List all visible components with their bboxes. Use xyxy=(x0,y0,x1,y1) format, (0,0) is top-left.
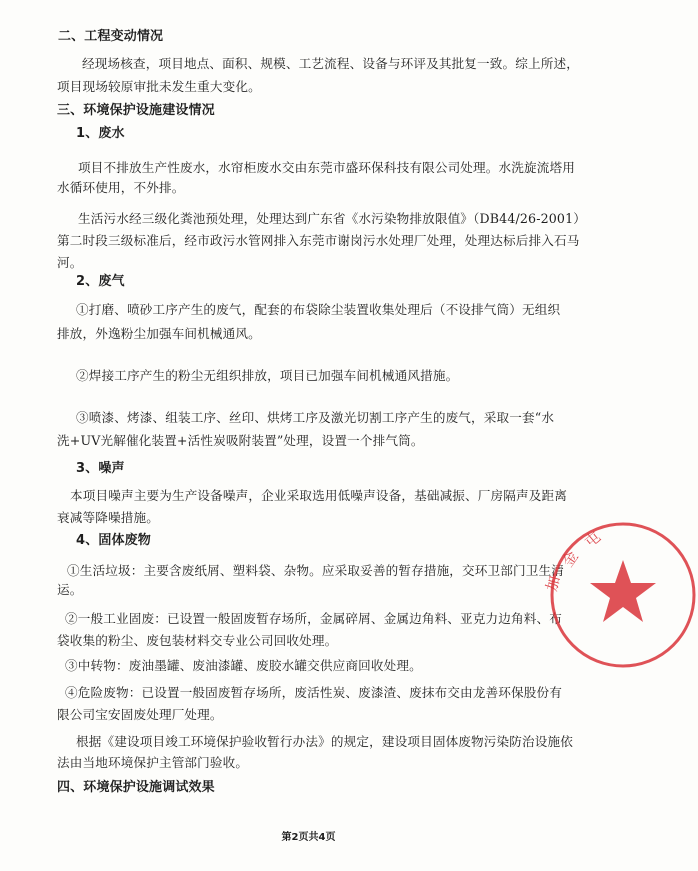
paragraph-line: 第二时段三级标准后，经市政污水管网排入东莞市谢岗污水处理厂处理，处理达标后排入石马 xyxy=(57,233,580,248)
svg-text:屯: 屯 xyxy=(581,527,605,552)
list-item-continuation: 袋收集的粉尘、废包装材料交专业公司回收处理。 xyxy=(57,633,338,648)
paragraph-line: 本项目噪声主要为生产设备噪声，企业采取选用低噪声设备，基础减振、厂房隔声及距离 xyxy=(70,488,568,503)
paragraph-line: 根据《建设项目竣工环境保护验收暂行办法》的规定，建设项目固体废物污染防治设施依 xyxy=(76,734,574,749)
subheading-noise: 3、噪声 xyxy=(76,461,125,476)
subheading-solid-waste: 4、固体废物 xyxy=(76,533,151,548)
section-heading-env-facilities: 三、环境保护设施建设情况 xyxy=(57,103,215,118)
list-item: ③喷漆、烤漆、组装工序、丝印、烘烤工序及激光切割工序产生的废气，采取一套“水 xyxy=(76,410,555,425)
company-seal-stamp xyxy=(542,520,698,670)
paragraph-line: 生活污水经三级化粪池预处理，处理达到广东省《水污染物排放限值》（DB44/26-2001） xyxy=(78,211,586,226)
list-item: ④危险废物：已设置一般固废暂存场所，废活性炭、废漆渣、废抹布交由龙善环保股份有 xyxy=(65,685,563,700)
list-item: ②焊接工序产生的粉尘无组织排放，项目已加强车间机械通风措施。 xyxy=(76,368,459,383)
paragraph-line: 项目不排放生产性废水，水帘柜废水交由东莞市盛环保科技有限公司处理。水洗旋流塔用 xyxy=(78,160,576,175)
paragraph-line: 法由当地环境保护主管部门验收。 xyxy=(57,755,249,770)
subheading-waste-gas: 2、废气 xyxy=(76,274,125,289)
svg-text:加: 加 xyxy=(542,573,564,594)
page-number: 第2页共4页 xyxy=(281,832,336,843)
section-heading-commissioning-results: 四、环境保护设施调试效果 xyxy=(57,780,215,795)
list-item: ①打磨、喷砂工序产生的废气，配套的布袋除尘装置收集处理后（不设排气筒）无组织 xyxy=(76,302,561,317)
paragraph-line: 河。 xyxy=(57,255,83,270)
list-item-continuation: 排放，外逸粉尘加强车间机械通风。 xyxy=(57,326,261,341)
list-item: ②一般工业固废：已设置一般固废暂存场所，金属碎屑、金属边角料、亚克力边角料、布 xyxy=(65,611,563,626)
svg-text:金: 金 xyxy=(558,547,582,571)
paragraph-line: 水循环使用，不外排。 xyxy=(57,180,185,195)
list-item-continuation: 洗+UV光解催化装置+活性炭吸附装置”处理，设置一个排气筒。 xyxy=(57,433,424,448)
list-item: ①生活垃圾：主要含废纸屑、塑料袋、杂物。应采取妥善的暂存措施，交环卫部门卫生清 xyxy=(67,563,565,578)
section-heading-project-changes: 二、工程变动情况 xyxy=(58,29,164,44)
list-item-continuation: 运。 xyxy=(57,582,83,597)
list-item-continuation: 限公司宝安固废处理厂处理。 xyxy=(57,707,223,722)
paragraph-line: 衰减等降噪措施。 xyxy=(57,510,159,525)
subheading-wastewater: 1、废水 xyxy=(76,126,125,141)
paragraph-line: 经现场核查，项目地点、面积、规模、工艺流程、设备与环评及其批复一致。综上所述， xyxy=(82,56,580,71)
list-item: ③中转物：废油墨罐、废油漆罐、废胶水罐交供应商回收处理。 xyxy=(65,658,422,673)
paragraph-line: 项目现场较原审批未发生重大变化。 xyxy=(57,79,261,94)
